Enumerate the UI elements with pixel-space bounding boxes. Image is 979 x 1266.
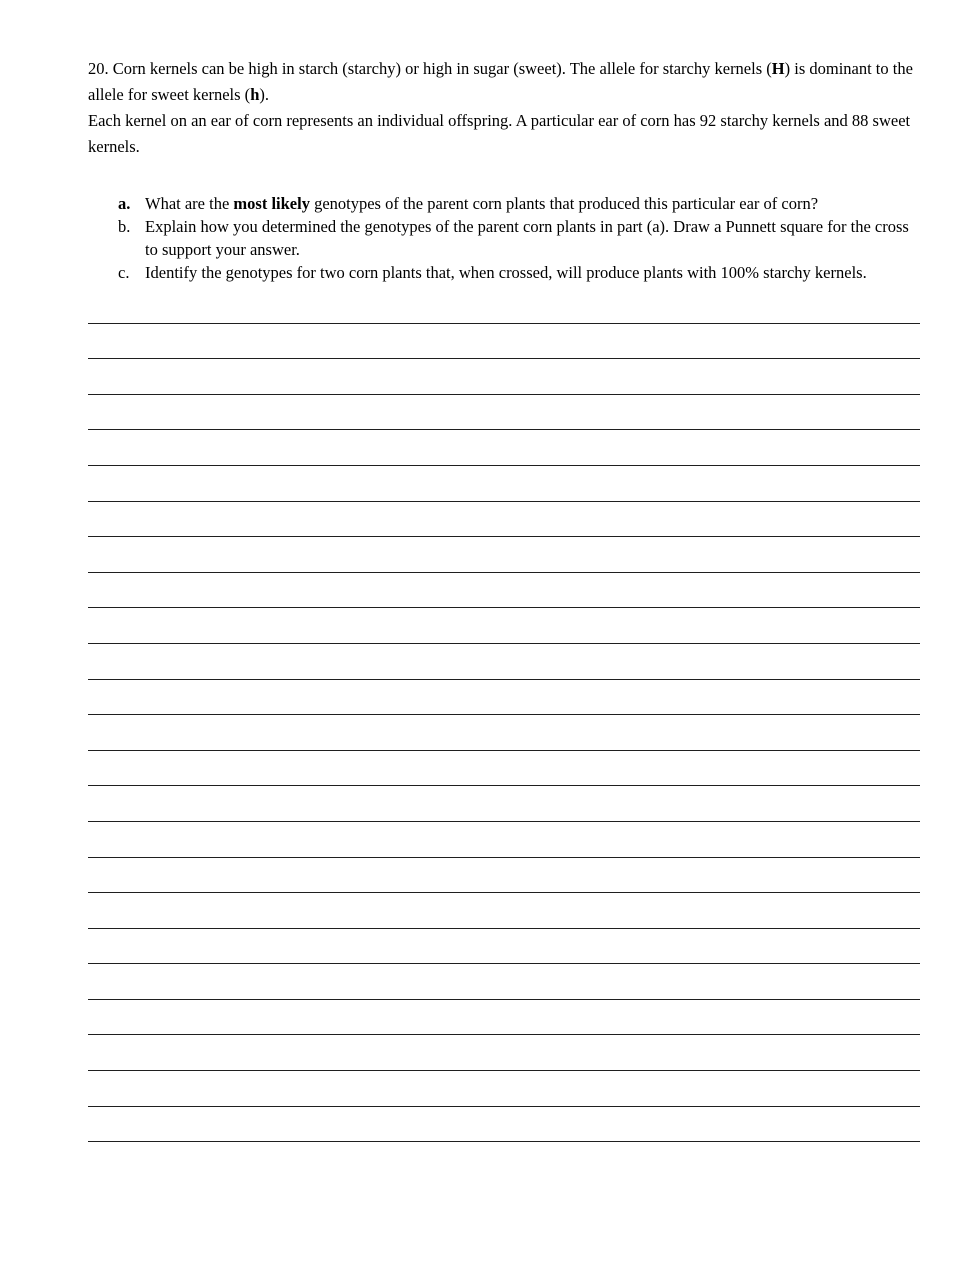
part-c (88, 261, 920, 284)
part-a (88, 192, 920, 215)
part-a-label: a. (118, 194, 131, 213)
answer-line (88, 395, 920, 431)
intro-text-3: ). (259, 85, 269, 104)
question-intro-paragraph (88, 56, 920, 108)
question-context-paragraph: Each kernel on an ear of corn represents an individual offspring. A particular ear of corn has 92 starchy kernels and 88 sweet kernels. (88, 111, 911, 156)
answer-line (88, 537, 920, 573)
answer-line (88, 858, 920, 894)
answer-line (88, 1071, 920, 1107)
answer-lines (88, 288, 920, 1142)
answer-line (88, 324, 920, 360)
part-b-text: Explain how you determined the genotypes of the parent corn plants in part (a). Draw a Punnett square for the cross to support your answer. (145, 217, 909, 259)
part-b (88, 215, 920, 261)
part-a-emphasis: most likely (233, 194, 310, 213)
answer-line (88, 786, 920, 822)
intro-text-1: 20. Corn kernels can be high in starch (starchy) or high in sugar (sweet). The allele for starchy kernels ( (88, 59, 772, 78)
answer-line (88, 893, 920, 929)
dominant-allele-symbol: H (771, 59, 785, 78)
intro-text-2: ) is dominant to the allele for sweet kernels ( (88, 59, 913, 104)
answer-line (88, 288, 920, 324)
answer-line (88, 964, 920, 1000)
part-a-text (145, 192, 920, 215)
answer-line (88, 1107, 920, 1143)
question-parts-list (88, 192, 920, 284)
answer-line (88, 502, 920, 538)
answer-line (88, 822, 920, 858)
answer-line (88, 430, 920, 466)
part-b-label: b. (118, 217, 131, 236)
answer-line (88, 466, 920, 502)
part-a-text-2: genotypes of the parent corn plants that produced this particular ear of corn? (309, 194, 819, 213)
answer-line (88, 573, 920, 609)
recessive-allele-symbol: h (250, 85, 260, 104)
answer-line (88, 680, 920, 716)
answer-line (88, 608, 920, 644)
answer-line (88, 359, 920, 395)
answer-line (88, 1035, 920, 1071)
part-c-label: c. (118, 263, 130, 282)
answer-line (88, 751, 920, 787)
answer-line (88, 644, 920, 680)
part-c-text: Identify the genotypes for two corn plants that, when crossed, will produce plants with 100% starchy kernels. (145, 263, 867, 282)
answer-line (88, 929, 920, 965)
part-a-text-1: What are the (145, 194, 234, 213)
answer-line (88, 1000, 920, 1036)
answer-line (88, 715, 920, 751)
